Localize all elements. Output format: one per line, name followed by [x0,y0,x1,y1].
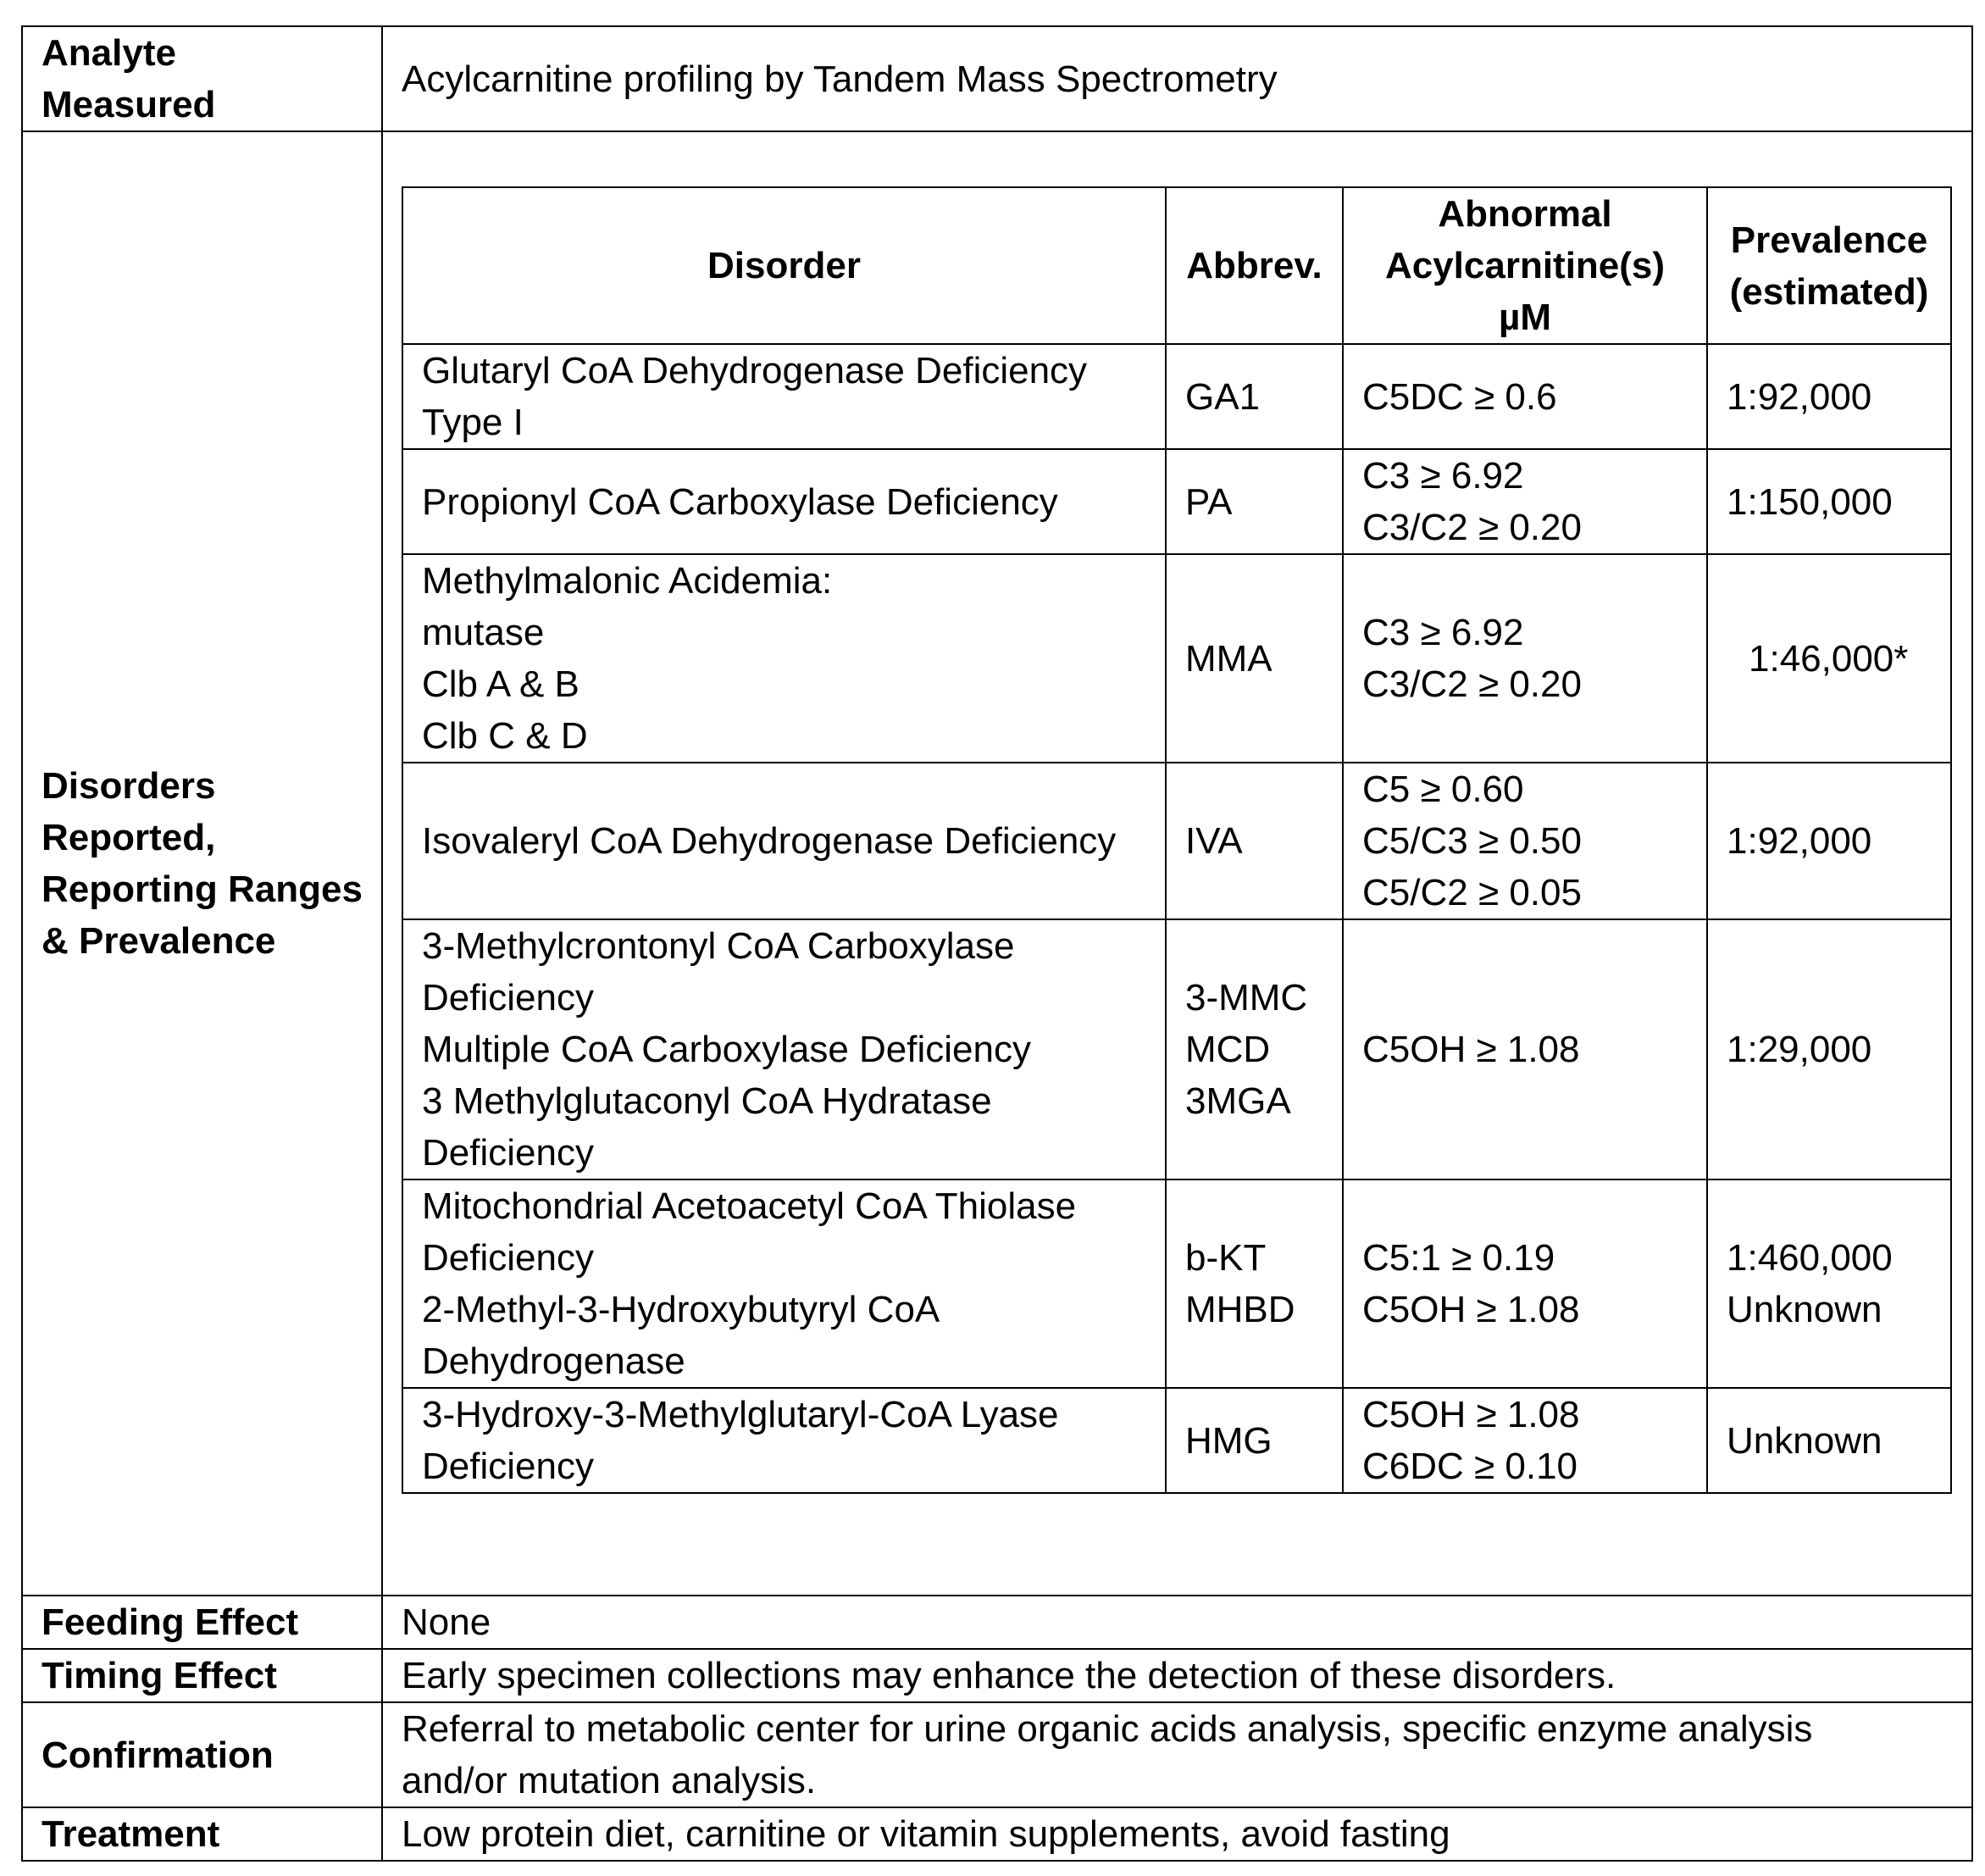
acylcarnitine-cell-line: C5 ≥ 0.60 [1362,769,1524,810]
disorder-cell-line: Isovaleryl CoA Dehydrogenase Deficiency [422,820,1117,862]
prevalence-cell-line: 1:29,000 [1727,1029,1872,1070]
header-acylcarnitine [1343,187,1707,344]
abbrev-cell-line: HMG [1185,1419,1273,1462]
abbrev-cell [1166,919,1343,1179]
abbrev-cell [1166,763,1343,919]
prevalence-cell [1707,1179,1951,1388]
acylcarnitine-cell-line: C6DC ≥ 0.10 [1362,1446,1578,1487]
disorders-row [22,131,1972,1596]
analyte-label-line: Measured [42,84,216,125]
acylcarnitine-cell [1343,344,1707,449]
acylcarnitine-cell [1343,1179,1707,1388]
confirmation-row [22,1702,1972,1807]
disorder-cell-line: Dehydrogenase [422,1340,685,1382]
acylcarnitine-cell [1343,554,1707,763]
acylcarnitine-cell-line: C5OH ≥ 1.08 [1362,1289,1580,1330]
prevalence-cell [1707,763,1951,919]
disorder-cell [402,1179,1166,1388]
analyte-label-line: Analyte [42,32,176,74]
disorder-cell [402,919,1166,1179]
header-line: Disorder [707,245,861,286]
analyte-value: Acylcarnitine profiling by Tandem Mass Spectrometry [382,26,1972,131]
abbrev-cell-line: MHBD [1185,1289,1295,1330]
disorder-cell [402,1388,1166,1493]
abbrev-cell [1166,344,1343,449]
disorder-row [402,449,1951,554]
disorder-cell [402,763,1166,919]
timing-value: Early specimen collections may enhance the detection of these disorders. [382,1649,1972,1702]
disorder-cell-line: Clb C & D [422,715,588,757]
acylcarnitine-cell-line: C5/C3 ≥ 0.50 [1362,820,1582,862]
disorder-cell-line: Methylmalonic Acidemia: [422,560,833,602]
acylcarnitine-cell [1343,1388,1707,1493]
disorders-table-cell [382,131,1972,1596]
acylcarnitine-cell [1343,919,1707,1179]
abbrev-cell-line: GA1 [1185,375,1261,418]
abbrev-cell-line: 3-MMC [1185,977,1308,1018]
abbrev-cell-line: MCD [1185,1029,1271,1070]
disorders-label-line: Reported, [42,817,216,858]
abbrev-cell-line: b-KT [1185,1237,1267,1279]
feeding-value: None [382,1596,1972,1649]
prevalence-cell [1707,449,1951,554]
prevalence-cell-line: Unknown [1727,1419,1882,1462]
acylcarnitine-cell-line: C3 ≥ 6.92 [1362,612,1524,653]
header-line: Abnormal [1438,193,1612,235]
disorder-cell-line: Clb A & B [422,663,579,705]
header-prevalence [1707,187,1951,344]
prevalence-cell-line: Unknown [1727,1289,1882,1330]
header-line: Acylcarnitine(s) [1384,245,1666,286]
screening-info-table [21,25,1973,1862]
disorder-row [402,763,1951,919]
confirmation-label: Confirmation [22,1702,382,1807]
confirmation-line: Referral to metabolic center for urine organic acids analysis, specific enzyme analysis [402,1708,1813,1750]
acylcarnitine-cell-line: C3 ≥ 6.92 [1362,455,1524,497]
disorder-cell [402,344,1166,449]
confirmation-value [382,1702,1972,1807]
abbrev-cell [1166,554,1343,763]
abbrev-cell [1166,1179,1343,1388]
header-line: Prevalence [1730,219,1928,261]
prevalence-cell-line: 1:92,000 [1727,375,1872,418]
header-abbrev [1166,187,1343,344]
disorders-label [22,131,382,1596]
disorder-cell-line: Glutaryl CoA Dehydrogenase Deficiency [422,350,1088,391]
treatment-row [22,1807,1972,1861]
disorder-cell-line: 3-Hydroxy-3-Methylglutaryl-CoA Lyase [422,1394,1059,1435]
disorder-cell-line: 2-Methyl-3-Hydroxybutyryl CoA [422,1289,940,1330]
disorder-cell-line: Propionyl CoA Carboxylase Deficiency [422,480,1058,523]
disorders-label-line: & Prevalence [42,920,276,962]
acylcarnitine-cell-line: C5:1 ≥ 0.19 [1362,1237,1555,1279]
abbrev-cell [1166,1388,1343,1493]
acylcarnitine-cell-line: C5DC ≥ 0.6 [1362,375,1557,418]
disorders-table-body [402,344,1951,1493]
disorder-cell-line: Multiple CoA Carboxylase Deficiency [422,1029,1031,1070]
analyte-row [22,26,1972,131]
disorder-cell-line: Type I [422,402,524,443]
disorder-row [402,1388,1951,1493]
acylcarnitine-cell-line: C5OH ≥ 1.08 [1362,1394,1580,1435]
disorder-cell-line: Deficiency [422,1132,594,1174]
prevalence-cell-line: 1:460,000 [1727,1237,1893,1279]
prevalence-cell [1707,919,1951,1179]
header-line: (estimated) [1729,270,1929,313]
disorder-cell [402,449,1166,554]
prevalence-cell [1707,344,1951,449]
acylcarnitine-cell [1343,449,1707,554]
disorder-cell-line: Deficiency [422,1446,594,1487]
disorder-row [402,1179,1951,1388]
timing-row [22,1649,1972,1702]
disorder-row [402,919,1951,1179]
disorders-header-row [402,187,1951,344]
acylcarnitine-cell-line: C5/C2 ≥ 0.05 [1362,872,1582,913]
abbrev-cell-line: IVA [1185,820,1243,862]
feeding-row [22,1596,1972,1649]
prevalence-cell-line: 1:150,000 [1727,480,1893,523]
disorder-cell-line: mutase [422,612,545,653]
abbrev-cell-line: PA [1185,480,1233,523]
prevalence-cell [1707,554,1951,763]
feeding-label: Feeding Effect [22,1596,382,1649]
prevalence-cell-line: 1:92,000 [1727,820,1872,862]
confirmation-line: and/or mutation analysis. [402,1760,817,1801]
header-disorder [402,187,1166,344]
timing-label: Timing Effect [22,1649,382,1702]
disorder-cell-line: 3 Methylglutaconyl CoA Hydratase [422,1080,992,1122]
acylcarnitine-cell-line: C3/C2 ≥ 0.20 [1362,663,1582,705]
prevalence-cell [1707,1388,1951,1493]
acylcarnitine-cell-line: C5OH ≥ 1.08 [1362,1029,1580,1070]
prevalence-cell-line: 1:46,000* [1749,637,1909,680]
disorders-table [402,186,1952,1494]
disorder-cell-line: Mitochondrial Acetoacetyl CoA Thiolase [422,1185,1077,1227]
disorder-cell-line: Deficiency [422,1237,594,1279]
treatment-value: Low protein diet, carnitine or vitamin supplements, avoid fasting [382,1807,1972,1861]
header-line: Abbrev. [1186,245,1322,286]
analyte-label [22,26,382,131]
disorder-row [402,344,1951,449]
disorders-label-line: Disorders [42,765,216,807]
disorders-label-line: Reporting Ranges [42,869,363,910]
abbrev-cell-line: MMA [1185,637,1273,680]
abbrev-cell-line: 3MGA [1185,1080,1291,1122]
acylcarnitine-cell-line: C3/C2 ≥ 0.20 [1362,507,1582,548]
disorder-cell-line: 3-Methylcrontonyl CoA Carboxylase [422,925,1015,967]
disorder-cell [402,554,1166,763]
abbrev-cell [1166,449,1343,554]
treatment-label: Treatment [22,1807,382,1861]
disorder-row [402,554,1951,763]
disorder-cell-line: Deficiency [422,977,594,1018]
header-line: µM [1498,297,1551,338]
acylcarnitine-cell [1343,763,1707,919]
